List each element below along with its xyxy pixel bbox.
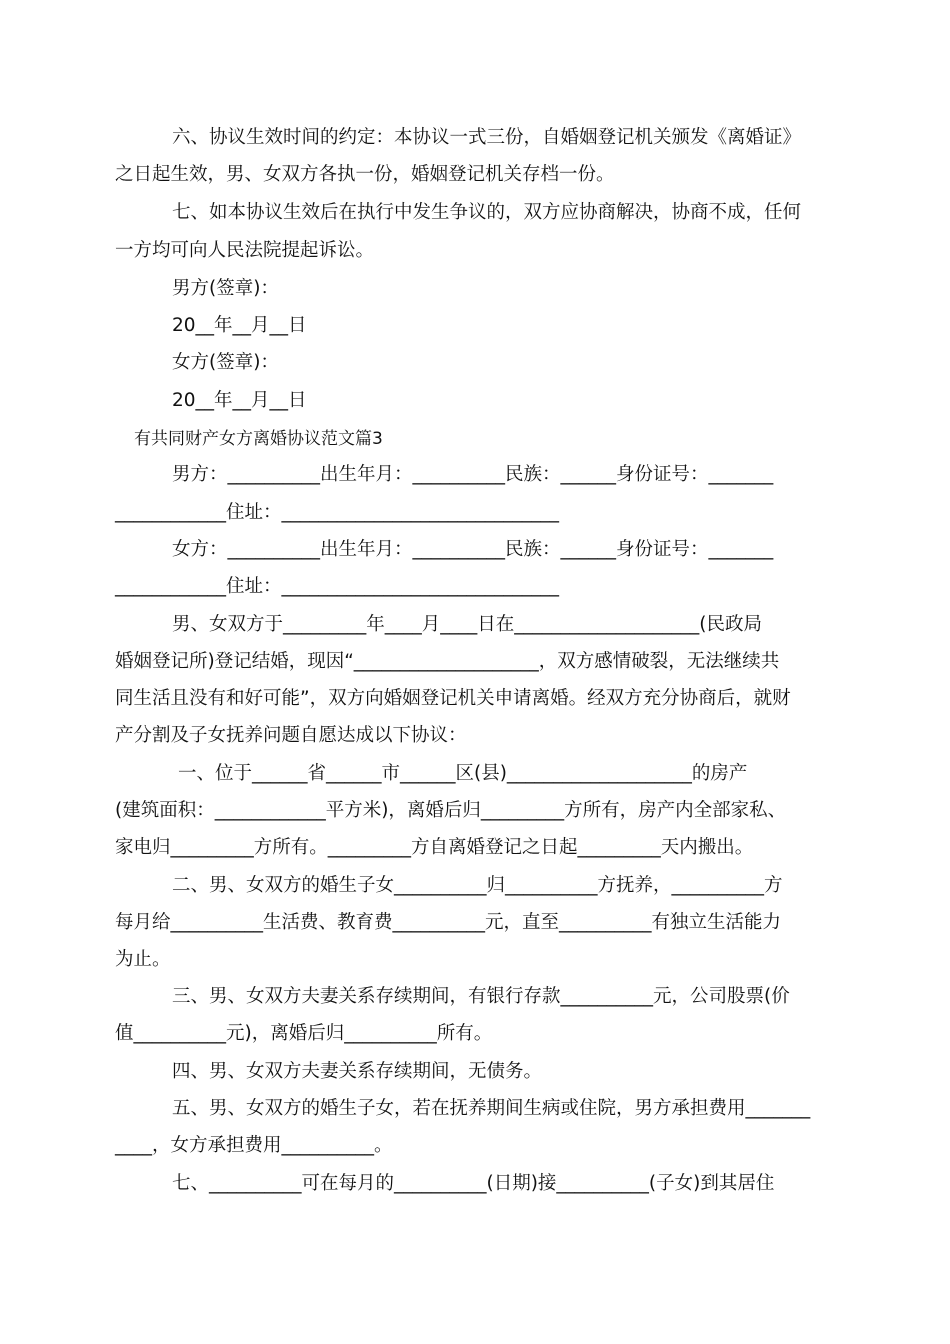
- article-5-line-1: 五、男、女双方的婚生子女，若在抚养期间生病或住院，男方承担费用_______: [172, 1098, 811, 1119]
- wife-signature: 女方(签章)：: [172, 352, 279, 373]
- article-1-line-3: 家电归_________方所有。_________方自离婚登记之日起_________天内搬出。: [115, 837, 754, 858]
- clause-7-line-2: 一方均可向人民法院提起诉讼。: [115, 240, 375, 261]
- preamble-line-3: 同生活且没有和好可能”，双方向婚姻登记机关申请离婚。经双方充分协商后，就财: [115, 688, 791, 709]
- preamble-line-2: 婚姻登记所)登记结婚，现因“____________________，双方感情破裂，无法继续共: [115, 651, 780, 672]
- section-heading: 有共同财产女方离婚协议范文篇3: [134, 429, 383, 449]
- wife-info-line-1: 女方：__________出生年月：__________民族：______身份证号：_______: [172, 539, 774, 560]
- wife-date: 20__年__月__日: [172, 390, 307, 411]
- article-1-line-2: (建筑面积：____________平方米)，离婚后归_________方所有，房产内全部家私、: [115, 800, 787, 821]
- preamble-line-4: 产分割及子女抚养问题自愿达成以下协议：: [115, 725, 467, 746]
- husband-info-line-1: 男方：__________出生年月：__________民族：______身份证号：_______: [172, 464, 774, 485]
- article-7-line-1: 七、__________可在每月的__________(日期)接__________(子女)到其居住: [172, 1173, 775, 1194]
- article-3-line-1: 三、男、女双方夫妻关系存续期间，有银行存款__________元，公司股票(价: [172, 986, 790, 1007]
- husband-date: 20__年__月__日: [172, 315, 307, 336]
- clause-6-line-1: 六、协议生效时间的约定：本协议一式三份，自婚姻登记机关颁发《离婚证》: [172, 127, 802, 148]
- article-5-line-2: ____，女方承担费用__________。: [115, 1135, 393, 1156]
- wife-info-line-2: ____________住址：______________________________: [115, 576, 560, 597]
- preamble-line-1: 男、女双方于_________年____月____日在____________________(民政局: [172, 614, 762, 635]
- clause-7-line-1: 七、如本协议生效后在执行中发生争议的，双方应协商解决，协商不成，任何: [172, 202, 802, 223]
- clause-6-line-2: 之日起生效，男、女双方各执一份，婚姻登记机关存档一份。: [115, 164, 615, 185]
- article-1-line-1: 一、位于______省______市______区(县)____________________的房产: [178, 763, 748, 784]
- article-3-line-2: 值__________元)，离婚后归__________所有。: [115, 1023, 493, 1044]
- article-4-line: 四、男、女双方夫妻关系存续期间，无债务。: [172, 1061, 543, 1082]
- article-2-line-1: 二、男、女双方的婚生子女__________归__________方抚养，__________方: [172, 875, 783, 896]
- husband-info-line-2: ____________住址：______________________________: [115, 502, 560, 523]
- husband-signature: 男方(签章)：: [172, 278, 279, 299]
- article-2-line-3: 为止。: [115, 949, 171, 970]
- article-2-line-2: 每月给__________生活费、教育费__________元，直至__________有独立生活能力: [115, 912, 782, 933]
